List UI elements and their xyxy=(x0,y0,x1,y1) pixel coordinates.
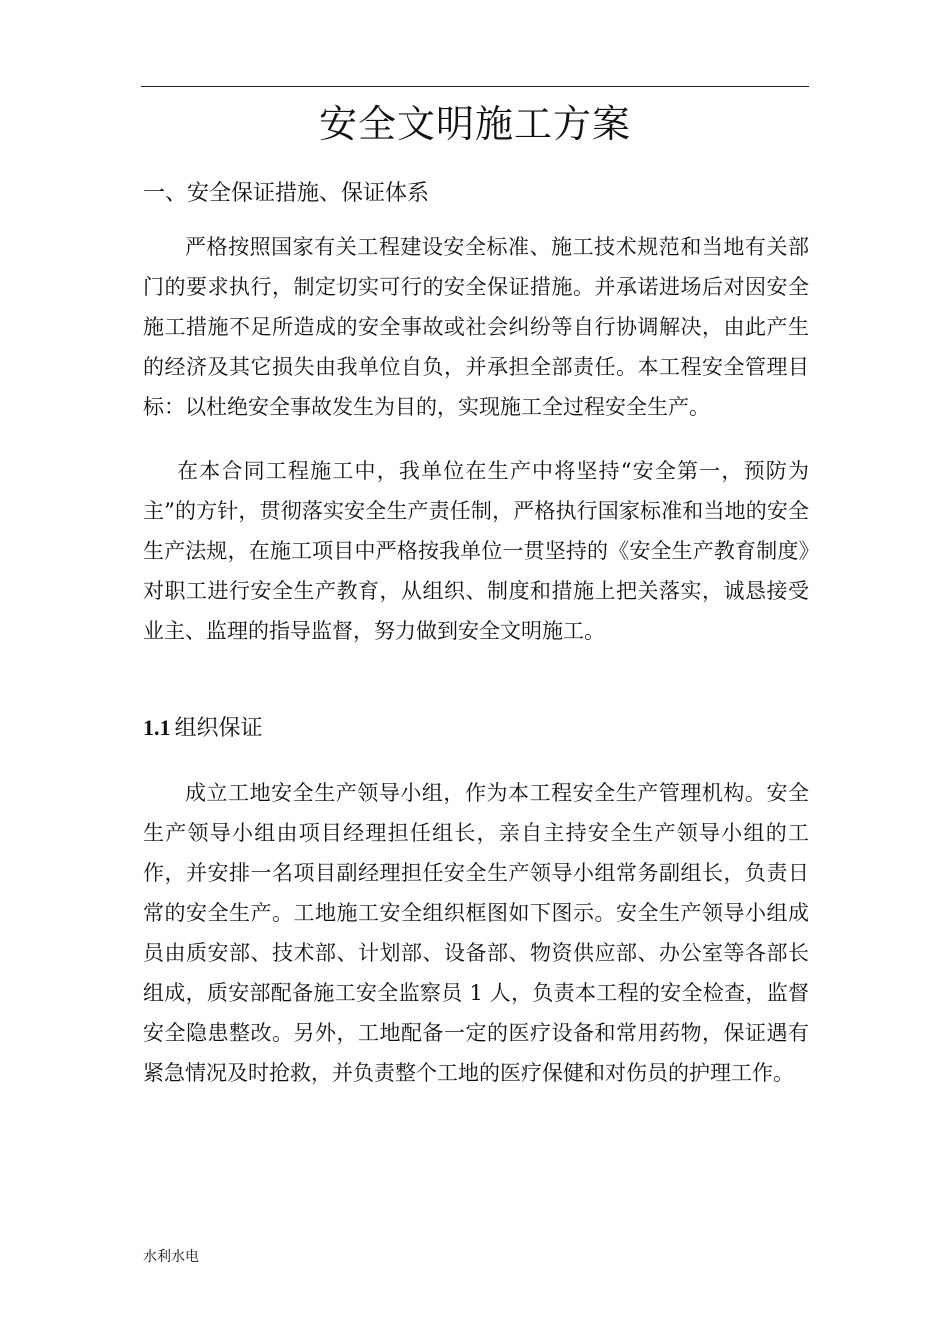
document-title: 安全文明施工方案 xyxy=(318,102,631,146)
section-paragraph-2: 在本合同工程施工中，我单位在生产中将坚持“安全第一，预防为主”的方针，贯彻落实安全生产责任制，严格执行国家标准和当地的安全生产法规，在施工项目中严格按我单位一贯坚持的《安全生产教育制度》对职工进行安全生产教育，从组织、制度和措施上把关落实，诚恳接受业主、监理的指导监督，努力做到安全文明施工。 xyxy=(143,459,809,643)
subsection-paragraph: 成立工地安全生产领导小组，作为本工程安全生产管理机构。安全生产领导小组由项目经理担任组长，亲自主持安全生产领导小组的工作，并安排一名项目副经理担任安全生产领导小组常务副组长，负责日常的安全生产。工地施工安全组织框图如下图示。安全生产领导小组成员由质安部、技术部、计划部、设备部、物资供应部、办公室等各部长组成，质安部配备施工安全监察员 1 人，负责本工程的安全检查，监督安全隐患整改。另外，工地配备一定的医疗设备和常用药物，保证遇有紧急情况及时抢救，并负责整个工地的医疗保健和对伤员的护理工作。 xyxy=(143,781,809,1085)
subsection-title: 组织保证 xyxy=(174,716,263,741)
subsection-heading xyxy=(143,710,263,747)
section-paragraph-1: 严格按照国家有关工程建设安全标准、施工技术规范和当地有关部门的要求执行，制定切实可行的安全保证措施。并承诺进场后对因安全施工措施不足所造成的安全事故或社会纠纷等自行协调解决，由此产生的经济及其它损失由我单位自负，并承担全部责任。本工程安全管理目标：以杜绝安全事故发生为目的，实现施工全过程安全生产。 xyxy=(143,235,809,419)
subsection-number: 1.1 xyxy=(143,715,171,740)
section-heading: 一、安全保证措施、保证体系 xyxy=(143,181,430,206)
page-footer: 水利水电 xyxy=(143,1249,199,1265)
header-rule xyxy=(141,86,809,87)
